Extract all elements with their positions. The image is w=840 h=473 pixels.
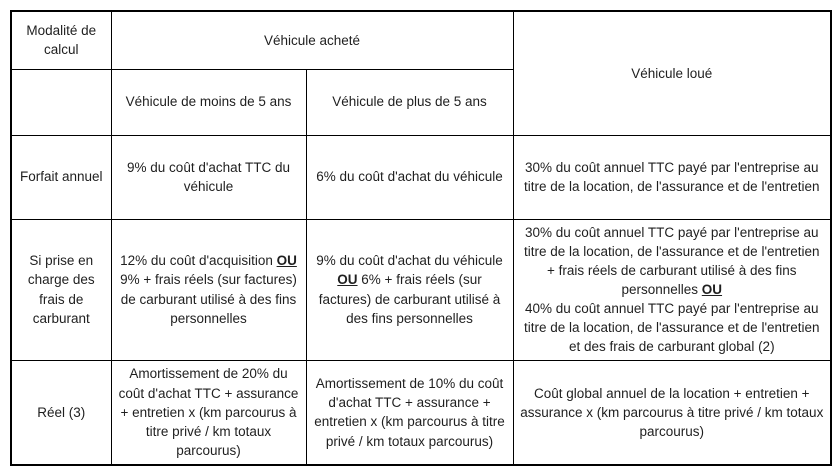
header-modalite-de-calcul: Modalité de calcul bbox=[11, 11, 111, 69]
row-forfait-annuel bbox=[11, 135, 831, 219]
row-reel bbox=[11, 360, 831, 465]
cell-text: 9% + frais réels (sur factures) de carburant utilisé à des fins personnelles bbox=[120, 272, 297, 326]
cell-reel-loue: Coût global annuel de la location + entretien + assurance x (km parcourus à titre privé / km totaux parcourus) bbox=[513, 360, 831, 465]
cell-reel-achete-moins5: Amortissement de 20% du coût d'achat TTC + assurance + entretien x (km parcourus à titre privé / km totaux parcourus) bbox=[111, 360, 306, 465]
row-carburant bbox=[11, 219, 831, 360]
cell-text: 6% + frais réels (sur factures) de carburant utilisé à des fins personnelles bbox=[318, 272, 501, 326]
cell-forfait-achete-moins5: 9% du coût d'achat TTC du véhicule bbox=[111, 135, 306, 219]
cell-text: 9% du coût d'achat du véhicule bbox=[316, 253, 503, 269]
header-empty-cell bbox=[11, 69, 111, 135]
ou-keyword: OU bbox=[337, 272, 358, 288]
cell-forfait-achete-plus5: 6% du coût d'achat du véhicule bbox=[306, 135, 513, 219]
header-vehicule-achete: Véhicule acheté bbox=[111, 11, 513, 69]
cell-carburant-achete-plus5 bbox=[306, 219, 513, 360]
cell-text: 30% du coût annuel TTC payé par l'entreprise au titre de la location, de l'assurance et de l'entretien + frais réels de carburant utilisé à des fins personnelles bbox=[523, 224, 820, 297]
header-vehicule-moins-5-ans: Véhicule de moins de 5 ans bbox=[111, 69, 306, 135]
header-row-1 bbox=[11, 11, 831, 69]
cell-text: 12% du coût d'acquisition bbox=[120, 253, 277, 269]
ou-keyword: OU bbox=[276, 253, 297, 269]
cell-forfait-loue: 30% du coût annuel TTC payé par l'entreprise au titre de la location, de l'assurance et de l'entretien bbox=[513, 135, 831, 219]
row-label-forfait-annuel: Forfait annuel bbox=[11, 135, 111, 219]
row-label-reel: Réel (3) bbox=[11, 360, 111, 465]
header-vehicule-plus-5-ans: Véhicule de plus de 5 ans bbox=[306, 69, 513, 135]
cell-reel-achete-plus5: Amortissement de 10% du coût d'achat TTC + assurance + entretien x (km parcourus à titre privé / km totaux parcourus) bbox=[306, 360, 513, 465]
cell-carburant-loue bbox=[513, 219, 831, 360]
row-label-carburant: Si prise en charge des frais de carburant bbox=[11, 219, 111, 360]
vehicle-calculation-table bbox=[10, 10, 832, 466]
cell-text: 40% du coût annuel TTC payé par l'entreprise au titre de la location, de l'assurance et de l'entretien et des frais de carburant global (2) bbox=[523, 301, 820, 355]
ou-keyword: OU bbox=[701, 281, 723, 297]
header-vehicule-loue: Véhicule loué bbox=[513, 11, 831, 135]
cell-carburant-achete-moins5 bbox=[111, 219, 306, 360]
